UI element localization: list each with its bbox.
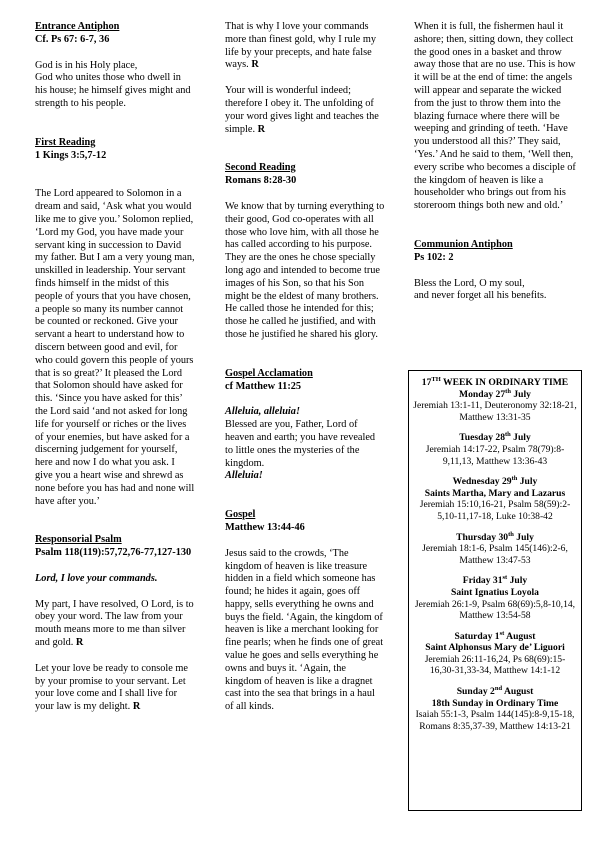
- week-title: 17TH WEEK IN ORDINARY TIME: [421, 375, 569, 388]
- weekday-readings: Jeremiah 14:17-22, Psalm 78(79):8-9,11,13, Matthew 13:36-43: [425, 443, 565, 467]
- weekday-readings: Jeremiah 26:11-16,24, Ps 68(69):15-16,30-31,33-34, Matthew 14:1-12: [424, 653, 566, 677]
- gospel-acclamation-ref: cf Matthew 11:25: [225, 380, 302, 392]
- weekday-readings: Jeremiah 18:1-6, Psalm 145(146):2-6, Matthew 13:47-53: [422, 543, 568, 566]
- weekday-date: Wednesday 29th July: [452, 474, 538, 488]
- weekday-entry: [413, 389, 577, 424]
- weekday-feast: Saints Martha, Mary and Lazarus: [424, 487, 566, 499]
- weekday-entry: [413, 432, 577, 467]
- psalm-response: Lord, I love your commands.: [35, 572, 158, 584]
- communion-antiphon-text: Bless the Lord, O my soul, and never forget all his benefits.: [414, 277, 547, 302]
- psalm-verse-1: My part, I have resolved, O Lord, is to obey your word. The law from your mouth means more to me than silver and gold. R: [35, 598, 194, 649]
- weekday-readings-box: [408, 370, 582, 811]
- gospel-ref: Matthew 13:44-46: [225, 521, 305, 533]
- second-reading-ref: Romans 8:28-30: [225, 175, 297, 187]
- weekday-entry: [413, 532, 577, 567]
- weekday-date: Tuesday 28th July: [459, 431, 531, 444]
- gospel-acclamation-heading: Gospel Acclamation: [225, 367, 313, 379]
- entrance-antiphon-text: God is in his Holy place, God who unites those who dwell in his house; he himself gives might and strength to his people.: [35, 59, 191, 109]
- psalm-ref: Psalm 118(119):57,72,76-77,127-130: [35, 547, 192, 559]
- first-reading-ref: 1 Kings 3:5,7-12: [35, 149, 107, 161]
- gospel-acclamation-text: Blessed are you, Father, Lord of heaven and earth; you have revealed to little ones the mysteries of the kingdom.: [225, 419, 376, 469]
- alleluia-2: Alleluia!: [225, 470, 263, 482]
- entrance-antiphon-heading: Entrance Antiphon: [35, 21, 120, 32]
- weekday-readings: Jeremiah 15:10,16-21, Psalm 58(59):2-5,10-11,17-18, Luke 10:38-42: [419, 499, 571, 522]
- weekday-entry: [413, 476, 577, 522]
- alleluia-1: Alleluia, alleluia!: [225, 406, 300, 418]
- communion-antiphon-ref: Ps 102: 2: [414, 251, 454, 263]
- entrance-antiphon-ref: Cf. Ps 67: 6-7, 36: [35, 33, 110, 45]
- gospel-heading: Gospel: [225, 509, 256, 521]
- weekday-feast: 18th Sunday in Ordinary Time: [431, 697, 559, 709]
- weekday-date: Thursday 30th July: [456, 530, 534, 543]
- response-marker: R: [257, 123, 266, 135]
- weekday-date: Monday 27th July: [459, 387, 531, 400]
- weekday-readings: Jeremiah 13:1-11, Deuteronomy 32:18-21, Matthew 13:31-35: [413, 400, 577, 423]
- weekday-date: Saturday 1st August: [454, 629, 536, 642]
- second-reading-heading: Second Reading: [225, 162, 296, 174]
- weekday-entry: [413, 575, 577, 621]
- column-3: [414, 21, 579, 303]
- psalm-verse-3: That is why I love your commands more than finest gold, why I rule my life by your precepts, and hate false ways. R: [225, 21, 376, 71]
- second-reading-text: We know that by turning everything to their good, God co-operates with all those who love him, with all those he has called according to his purpose. They are the ones he chose specially long ago and intended to become true images of his Son, so that his Son might be the eldest of many brothers. He called those he intended for this; those he called he justified, and with those he justified he shared his glory.: [225, 200, 385, 340]
- first-reading-heading: First Reading: [35, 136, 96, 148]
- response-marker: R: [251, 59, 259, 71]
- gospel-text-continued: When it is full, the fishermen haul it ashore; then, sitting down, they collect the good ones in a basket and throw away those that are no use. This is how it will be at the end of time: the angels will appear and separate the wicked from the just to throw them into the blazing furnace where there will be weeping and grinding of teeth. ‘Have you understood all this?’ They said, ‘Yes.’ And he said to them, ‘Well then, every scribe who becomes a disciple of the kingdom of heaven is like a householder who brings out from his storeroom things both new and old.’: [414, 21, 576, 212]
- weekday-list: [413, 389, 577, 733]
- communion-antiphon-heading: Communion Antiphon: [414, 238, 513, 250]
- weekday-entry: [413, 631, 577, 677]
- weekday-entry: [413, 686, 577, 732]
- weekday-date: Friday 31st July: [462, 574, 528, 587]
- weekday-readings: Isaiah 55:1-3, Psalm 144(145):8-9,15-18, Romans 8:35,37-39, Matthew 14:13-21: [415, 709, 575, 732]
- weekday-readings: Jeremiah 26:1-9, Psalm 68(69):5,8-10,14, Matthew 13:54-58: [414, 598, 576, 622]
- psalm-heading: Responsorial Psalm: [35, 534, 122, 546]
- weekday-date: Sunday 2nd August: [456, 684, 534, 698]
- column-1: [35, 21, 195, 714]
- weekday-feast: Saint Alphonsus Mary de’ Liguori: [425, 642, 565, 654]
- response-marker: R: [132, 701, 141, 713]
- gospel-text: Jesus said to the crowds, ‘The kingdom of heaven is like treasure hidden in a field which someone has found; he hides it again, goes off happy, sells everything he owns and buys the field. ‘Again, the kingdom of heaven is like a merchant looking for fine pearls; when he finds one of great value he goes and sells everything he owns and buys it. ‘Again, the kingdom of heaven is like a dragnet cast into the sea that brings in a haul of all kinds.: [225, 547, 384, 713]
- psalm-verse-4: Your will is wonderful indeed; therefore I obey it. The unfolding of your word gives light and teaches the simple. R: [225, 85, 379, 135]
- response-marker: R: [75, 637, 84, 649]
- weekday-feast: Saint Ignatius Loyola: [451, 586, 539, 598]
- first-reading-text: The Lord appeared to Solomon in a dream and said, ‘Ask what you would like me to give you.’ Solomon replied, ‘Lord my God, you have made your servant king in succession to David my father. But I am a very young man, unskilled in leadership. Your servant finds himself in the midst of this people of yours that you have chosen, a people so many its number cannot be counted or reckoned. Give your servant a heart to understand how to discern between good and evil, for who could govern this people of yours that is so great?’ It pleased the Lord that Solomon should have asked for this. ‘Since you have asked for this’ the Lord said ‘and not asked for long life for yourself or riches or the lives of your enemies, but have asked for a discerning judgement for yourself, here and now I do what you ask. I give you a heart wise and shrewd as none before you has had and none will have after you.’: [35, 188, 195, 507]
- column-2: [225, 21, 385, 714]
- psalm-verse-2: Let your love be ready to console me by your promise to your servant. Let your love come and I shall live for your law is my delight. R: [35, 662, 188, 713]
